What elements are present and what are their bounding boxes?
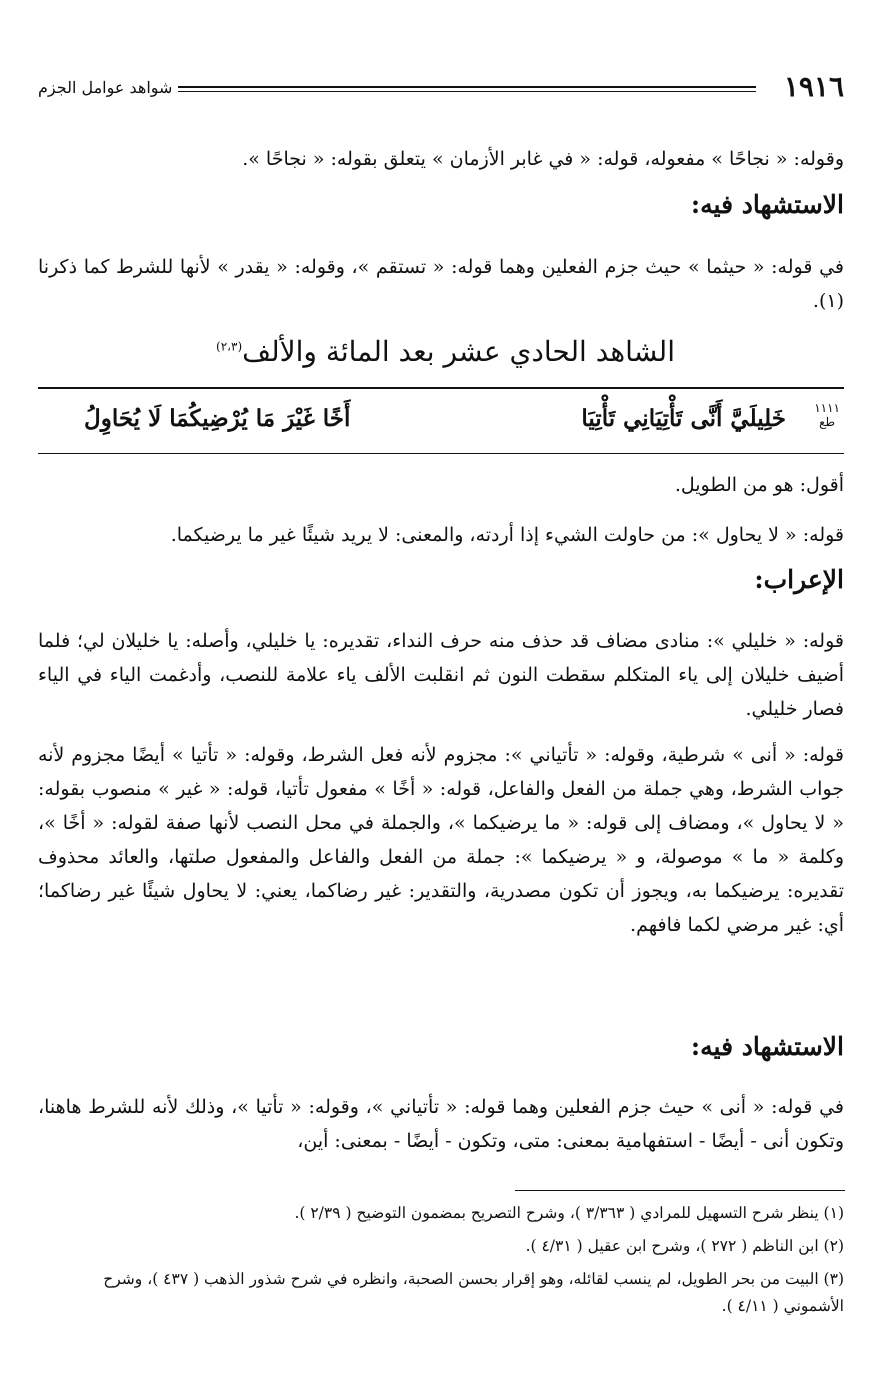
header-rule — [178, 86, 756, 92]
verse-marker: طع — [819, 415, 836, 429]
irab-paragraph-1: قوله: « خليلي »: منادى مضاف قد حذف منه حرف النداء، تقديره: يا خليلي، وأصله: يا خليلان لي؛ فلما أضيف خليلان إلى ياء المتكلم سقطت النون ثم انقلبت الألف ياء علامة للنصب، وأدغمت الياء في الياء فصار خليلي. — [38, 630, 844, 720]
section-heading-istishhad-2: الاستشهاد فيه: — [690, 1032, 844, 1061]
commentary-paragraph-2: قوله: « لا يحاول »: من حاولت الشيء إذا أردته، والمعنى: لا يريد شيئًا غير ما يرضيكما. — [170, 524, 844, 546]
footnote-2: (٢) ابن الناظم ( ٢٧٢ )، وشرح ابن عقيل ( ٤/٣١ ). — [525, 1237, 844, 1255]
section-heading-istishhad-1: الاستشهاد فيه: — [690, 190, 844, 219]
istishhad-2-paragraph: في قوله: « أنى » حيث جزم الفعلين وهما قوله: « تأتياني »، وقوله: « تأتيا »، وذلك لأنه للشرط هاهنا، وتكون أنى - أيضًا - استفهامية بمعنى: متى، وتكون - أيضًا - بمعنى: أين، — [38, 1096, 844, 1152]
verse-number — [814, 401, 840, 429]
irab-paragraph-2: قوله: « أنى » شرطية، وقوله: « تأتياني »: مجزوم لأنه فعل الشرط، وقوله: « تأتيا » أيضًا مجزوم لأنه جواب الشرط، وهي جملة من الفعل والفاعل، قوله: « أخًا » مفعول تأتيا، قوله: « غير » منصوب بقوله: « لا يحاول »، ومضاف إلى قوله: « ما يرضيكما »، والجملة في محل النصب لأنها صفة لقوله: « أخًا »، وكلمة « ما » موصولة، و « يرضيكما »: جملة من الفعل والفاعل والمفعول صلتها، والعائد محذوف تقديره: يرضيكما به، ويجوز أن تكون مصدرية، والتقدير: غير رضاكما، يعني: لا يحاول شيئًا غير رضاكما؛ أي: غير مرضي لكما فافهم. — [38, 744, 844, 936]
section-heading-irab: الإعراب: — [754, 565, 844, 594]
running-title: شواهد عوامل الجزم — [38, 78, 173, 97]
verse-number-value: ١١١١ — [814, 401, 840, 415]
shahid-title-text: الشاهد الحادي عشر بعد المائة والألف — [242, 335, 675, 368]
footnote-1: (١) ينظر شرح التسهيل للمرادي ( ٣/٣٦٣ )، وشرح التصريح بمضمون التوضيح ( ٢/٣٩ ). — [294, 1204, 844, 1222]
commentary-paragraph-1: أقول: هو من الطويل. — [674, 474, 844, 496]
shahid-title — [0, 335, 891, 368]
footnote-separator — [515, 1190, 845, 1191]
footnote-3: (٣) البيت من بحر الطويل، لم ينسب لقائله، وهو إقرار بحسن الصحبة، وانظره في شرح شذور الذهب ( ٤٣٧ )، وشرح الأشموني ( ٤/١١ ). — [103, 1270, 844, 1315]
page-header — [38, 70, 844, 110]
page-number: ١٩١٦ — [783, 70, 844, 103]
verse-hemistich-2: أَخًا غَيْرَ مَا يُرْضِيكُمَا لَا يُحَاوِلُ — [84, 405, 351, 432]
istishhad-1-paragraph: في قوله: « حيثما » حيث جزم الفعلين وهما قوله: « تستقم »، وقوله: « يقدر » لأنها للشرط كما ذكرنا (١). — [38, 256, 844, 312]
shahid-title-refs: (٢،٣) — [216, 339, 243, 354]
verse-box — [38, 387, 844, 454]
verse-hemistich-1: خَلِيلَيَّ أَنَّى تَأْتِيَانِي تَأْتِيَا — [581, 405, 786, 432]
intro-paragraph: وقوله: « نجاحًا » مفعوله، قوله: « في غابر الأزمان » يتعلق بقوله: « نجاحًا ». — [242, 148, 844, 170]
